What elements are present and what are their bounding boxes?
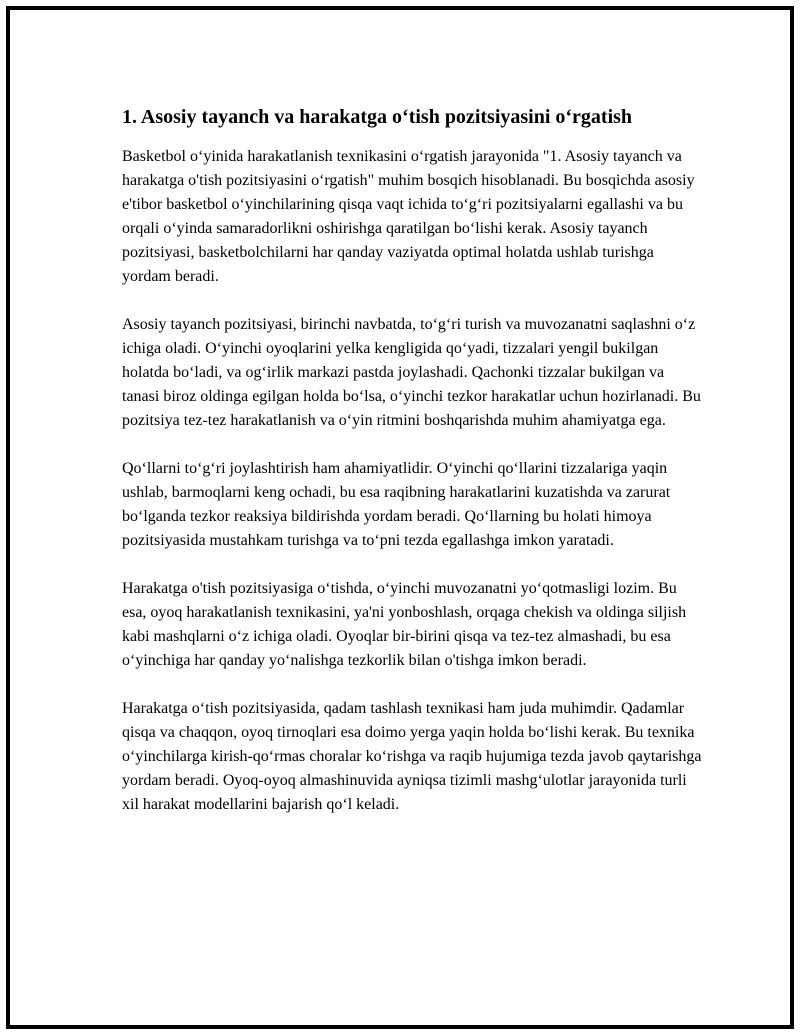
paragraph-1: Basketbol oʻyinida harakatlanish texnikasini oʻrgatish jarayonida "1. Asosiy tayanch va harakatga o'tish pozitsiyasini oʻrgatish" muhim bosqich hisoblanadi. Bu bosqichda asosiy e'tibor basketbol oʻyinchilarining qisqa vaqt ichida toʻgʻri pozitsiyalarni egallashi va bu orqali oʻyinda samaradorlikni oshirishga qaratilgan boʻlishi kerak. Asosiy tayanch pozitsiyasi, basketbolchilarni har qanday vaziyatda optimal holatda ushlab turishga yordam beradi. xyxy=(122,148,695,285)
document-title: 1. Asosiy tayanch va harakatga oʻtish pozitsiyasini oʻrgatish xyxy=(122,106,633,128)
paragraph-4: Harakatga o'tish pozitsiyasiga oʻtishda, oʻyinchi muvozanatni yoʻqotmasligi lozim. Bu esa, oyoq harakatlanish texnikasini, ya'ni yonboshlash, orqaga chekish va oldinga siljish kabi mashqlarni oʻz ichiga oladi. Oyoqlar bir-birini qisqa va tez-tez almashadi, bu esa oʻyinchiga har qanday yoʻnalishga tezkorlik bilan o'tishga imkon beradi. xyxy=(122,580,687,669)
document-body xyxy=(122,104,702,841)
page-frame xyxy=(6,6,794,1029)
paragraph-2: Asosiy tayanch pozitsiyasi, birinchi navbatda, toʻgʻri turish va muvozanatni saqlashni oʻz ichiga oladi. Oʻyinchi oyoqlarini yelka kengligida qoʻyadi, tizzalari yengil bukilgan holatda boʻladi, va ogʻirlik markazi pastda joylashadi. Qachonki tizzalar bukilgan va tanasi biroz oldinga egilgan holda boʻlsa, oʻyinchi tezkor harakatlar uchun hozirlanadi. Bu pozitsiya tez-tez harakatlanish va oʻyin ritmini boshqarishda muhim ahamiyatga ega. xyxy=(122,316,701,429)
paragraph-5: Harakatga oʻtish pozitsiyasida, qadam tashlash texnikasi ham juda muhimdir. Qadamlar qisqa va chaqqon, oyoq tirnoqlari esa doimo yerga yaqin holda boʻlishi kerak. Bu texnika oʻyinchilarga kirish-qoʻrmas choralar koʻrishga va raqib hujumiga tezda javob qaytarishga yordam beradi. Oyoq-oyoq almashinuvida ayniqsa tizimli mashgʻulotlar jarayonida turli xil harakat modellarini bajarish qoʻl keladi. xyxy=(122,700,702,813)
paragraph-3: Qoʻllarni toʻgʻri joylashtirish ham ahamiyatlidir. Oʻyinchi qoʻllarini tizzalariga yaqin ushlab, barmoqlarni keng ochadi, bu esa raqibning harakatlarini kuzatishda va zarurat boʻlganda tezkor reaksiya bildirishda yordam beradi. Qoʻllarning bu holati himoya pozitsiyasida mustahkam turishga va toʻpni tezda egallashga imkon yaratadi. xyxy=(122,460,671,549)
